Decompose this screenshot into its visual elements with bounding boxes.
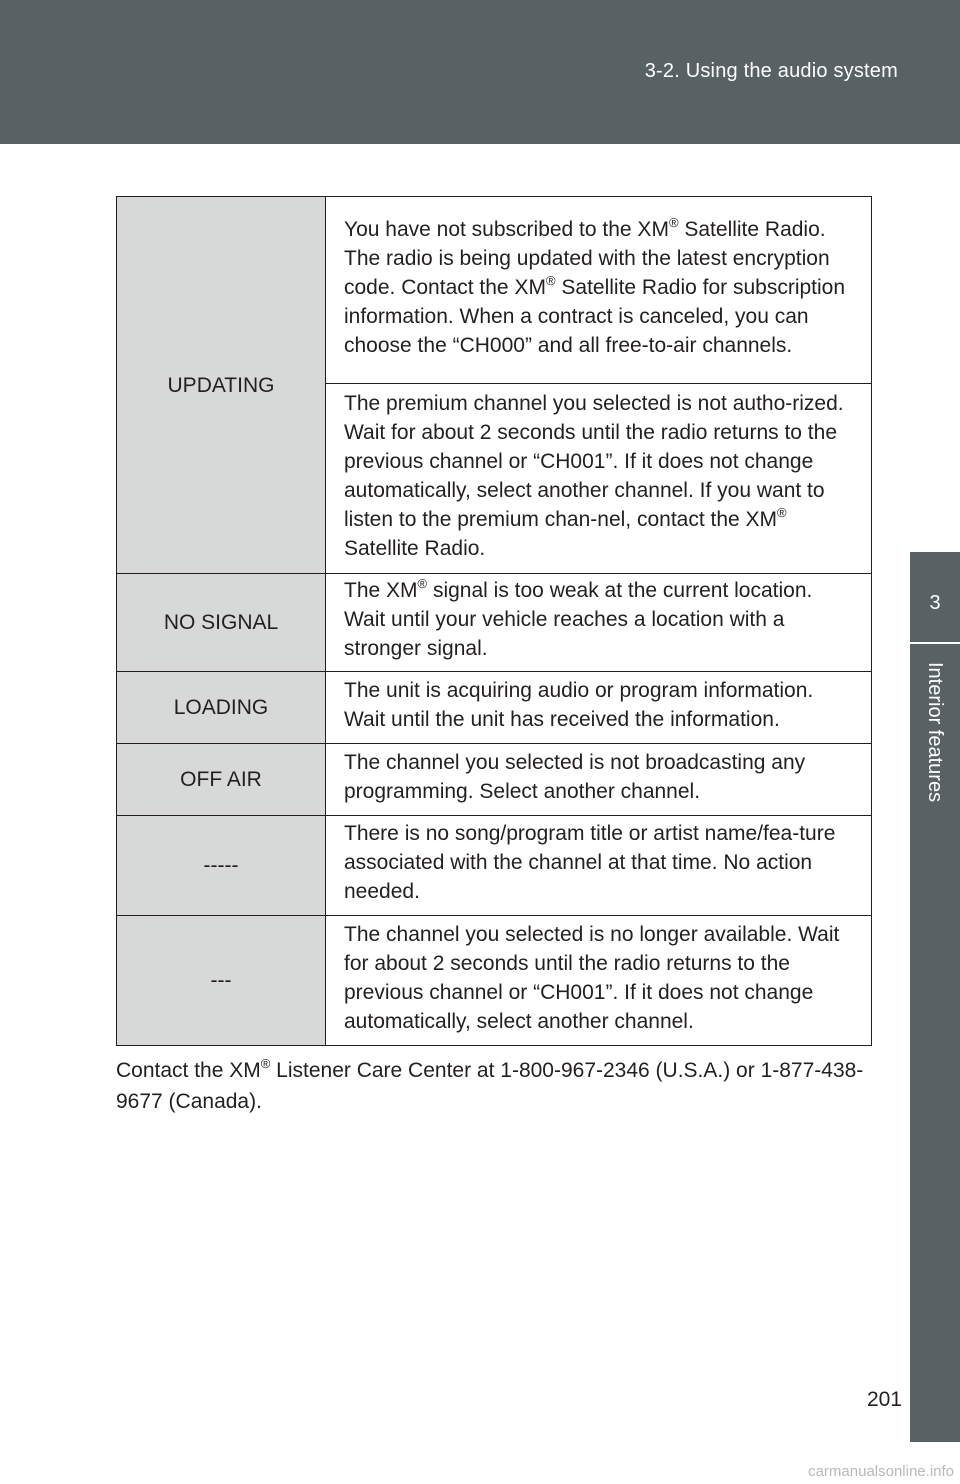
contact-note-text: Listener Care Center at 1-800-967-2346 (U.S.A.) or 1-877-438-9677 (Canada).: [116, 1059, 864, 1113]
message-code: [117, 816, 326, 916]
section-title: 3-2. Using the audio system: [644, 60, 898, 82]
message-description: [326, 744, 872, 816]
registered-mark: ®: [260, 1056, 271, 1071]
chapter-tab: [910, 552, 960, 1442]
description-text: Satellite Radio for subscription information. When a contract is canceled, you can choose the “CH000” and all free-to-air channels.: [344, 275, 846, 357]
message-description: [326, 672, 872, 744]
description-text: Satellite Radio.: [344, 536, 486, 560]
description-text: The unit is acquiring audio or program information. Wait until the unit has received the information.: [344, 678, 814, 731]
description-text: The channel you selected is no longer available. Wait for about 2 seconds until the radio returns to the previous channel or “CH001”. If it does not change automatically, select another channel.: [344, 922, 840, 1033]
message-description: [326, 916, 872, 1046]
table-row: [117, 744, 872, 816]
page-number: 201: [866, 1388, 902, 1411]
message-code: [117, 916, 326, 1046]
message-code-text: NO SIGNAL: [163, 611, 279, 634]
chapter-number: 3: [929, 592, 941, 614]
message-code-text: -----: [203, 854, 239, 877]
message-code: [117, 672, 326, 744]
contact-note-text: Contact the XM: [116, 1059, 261, 1082]
description-text: Satellite Radio. The radio is being updated with the latest encryption code. Contact the XM: [344, 217, 830, 299]
description-text: The premium channel you selected is not autho-rized. Wait for about 2 seconds until the radio returns to the previous channel or “CH001”. If it does not change automatically, select another channel. If you want to listen to the premium chan-nel, contact the XM: [344, 391, 844, 531]
chapter-label: Interior features: [924, 662, 946, 803]
registered-mark: ®: [777, 504, 787, 520]
message-table: [116, 196, 872, 1046]
message-code: [117, 744, 326, 816]
message-description: [326, 197, 872, 384]
message-code-text: OFF AIR: [180, 768, 262, 791]
table-row: [117, 574, 872, 672]
registered-mark: ®: [417, 576, 428, 591]
page-header: [0, 0, 960, 144]
description-text: The channel you selected is not broadcasting any programming. Select another channel.: [344, 750, 806, 803]
table-row: [117, 672, 872, 744]
message-code-text: LOADING: [173, 696, 269, 719]
chapter-tab-divider: [910, 642, 960, 644]
message-code: [117, 197, 326, 574]
registered-mark: ®: [668, 214, 679, 230]
description-text: There is no song/program title or artist name/fea-ture associated with the channel at that time. No action needed.: [344, 822, 836, 903]
contact-note: [116, 1055, 876, 1117]
message-description: [326, 816, 872, 916]
watermark: carmanualsonline.info: [808, 1463, 954, 1480]
table-row: [117, 816, 872, 916]
message-code-text: ---: [210, 969, 232, 992]
message-code-text: UPDATING: [167, 373, 275, 397]
table-row: [117, 197, 872, 384]
description-text: You have not subscribed to the XM: [344, 217, 669, 241]
description-text: signal is too weak at the current location. Wait until your vehicle reaches a location with a stronger signal.: [344, 579, 813, 660]
table-row: [117, 916, 872, 1046]
message-description: [326, 574, 872, 672]
message-description: [326, 384, 872, 574]
description-text: The XM: [344, 579, 418, 602]
message-code: [117, 574, 326, 672]
registered-mark: ®: [545, 272, 556, 288]
